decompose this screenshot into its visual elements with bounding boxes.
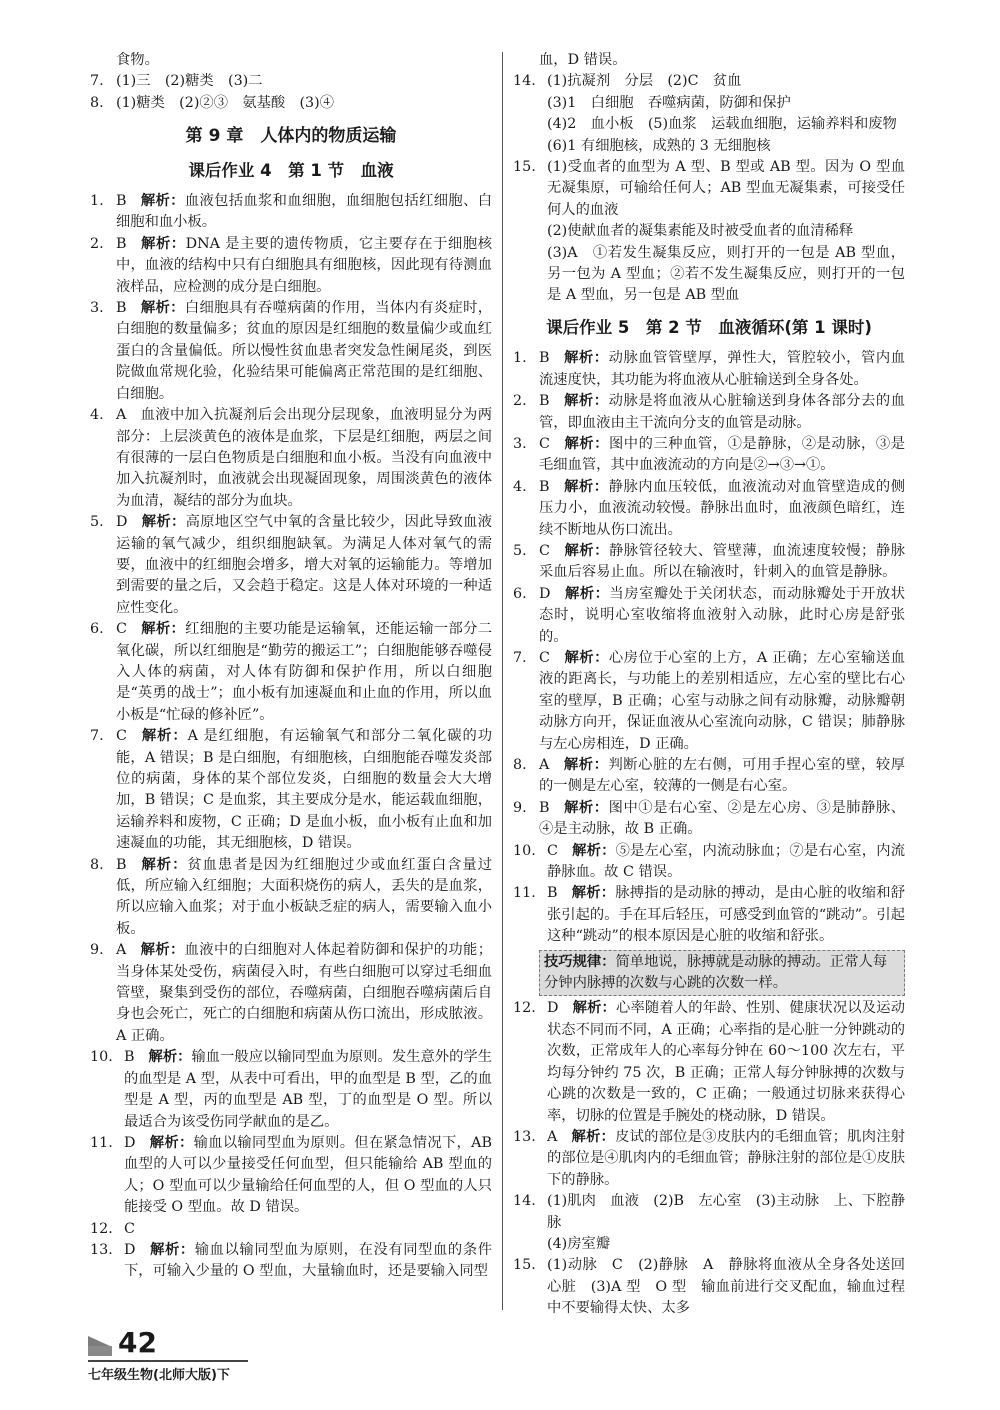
analysis-label: 解析： <box>140 193 185 210</box>
answer-item <box>513 391 905 434</box>
answer-choice: B <box>539 393 550 410</box>
analysis-text: 输血一般应以输同型血为原则。发生意外的学生的血型是 A 型，从表中可看出，甲的血型是 B 型，乙的血型是 A 型，丙的血型是 AB 型，丁的血型是 O 型。所以最适合为该受伤同学献血的是乙。 <box>124 1049 493 1130</box>
analysis-label: 解析： <box>563 478 609 495</box>
question-number: 6. <box>513 585 527 602</box>
answer-body <box>116 191 492 234</box>
answer-body <box>116 726 492 854</box>
answer-body <box>547 998 905 1126</box>
answer-body <box>116 405 492 512</box>
question-number: 15. <box>513 159 536 176</box>
analysis-label: 解析： <box>564 585 610 602</box>
analysis-text: 血液包括血浆和血细胞，血细胞包括红细胞、白细胞和血小板。 <box>116 193 493 231</box>
analysis-label: 解析： <box>148 1049 192 1066</box>
homework-5-answers <box>513 348 905 947</box>
analysis-text: 心房位于心室的上方，A 正确；左心室输送血液的距离长，与功能上的差别相适应，左心室的壁比右心室的壁厚，B 正确；心室与动脉之间有动脉瓣，动脉瓣朝动脉方向开，保证血液从心室流向动脉，C 错误；肺静脉与左心房相连，D 正确。 <box>539 649 905 752</box>
answer-item <box>90 1219 492 1240</box>
answer-item <box>513 1127 905 1191</box>
homework-4-short-answers <box>513 71 905 306</box>
answer-choice: B <box>116 235 127 252</box>
answer-choice: B <box>539 350 550 367</box>
answer-choice: C <box>116 621 127 638</box>
answer-body <box>116 234 492 298</box>
footer-rule <box>88 1360 248 1362</box>
analysis-label: 解析： <box>571 842 616 859</box>
section-title-homework-4: 课后作业 4 第 1 节 血液 <box>188 160 394 180</box>
question-number: 12. <box>90 1220 113 1237</box>
answer-choice: B <box>124 1049 135 1066</box>
question-number: 2. <box>90 235 104 252</box>
answer-item <box>90 298 492 405</box>
answer-body <box>547 883 905 947</box>
answer-choice: B <box>539 478 550 495</box>
answer-item <box>513 157 905 221</box>
question-number: 13. <box>513 1128 536 1145</box>
chapter-title: 第 9 章 人体内的物质运输 <box>185 126 397 147</box>
continuation-line: 血，D 错误。 <box>539 52 627 68</box>
question-number: 1. <box>513 350 527 367</box>
answer-item <box>90 1047 492 1133</box>
answer-item <box>513 648 905 755</box>
analysis-text: 白细胞具有吞噬病菌的作用，当体内有炎症时，白细胞的数量偏多；贫血的原因是红细胞的数量偏少或血红蛋白的含量偏低。所以慢性贫血患者突发急性阑尾炎，到医院做血常规化验，化验结果可能偏离正常范围的是红细胞、白细胞。 <box>116 300 493 402</box>
answer-line: (1)抗凝剂 分层 (2)C 贫血 <box>547 73 742 90</box>
analysis-label: 解析： <box>140 728 188 745</box>
analysis-label: 解析： <box>563 649 609 666</box>
question-number: 11. <box>90 1134 113 1151</box>
page-footer <box>88 1326 258 1386</box>
answer-item <box>513 1191 905 1234</box>
right-column <box>513 50 905 1320</box>
answer-choice: C <box>539 649 550 666</box>
answer-body <box>116 940 492 1047</box>
question-number: 5. <box>513 542 527 559</box>
analysis-label: 解析： <box>563 435 609 452</box>
answer-item <box>90 191 492 234</box>
answer-item <box>90 619 492 726</box>
analysis-label: 解析： <box>140 621 186 638</box>
page-number: 42 <box>118 1326 157 1359</box>
answer-choice: B <box>116 856 127 873</box>
book-icon-base <box>88 1346 112 1356</box>
question-number: 2. <box>513 393 527 410</box>
question-number: 6. <box>90 621 104 638</box>
answer-item <box>90 405 492 512</box>
homework-5-short-answers <box>513 1191 905 1319</box>
analysis-text: 图中的三种血管，①是静脉，②是动脉，③是毛细血管，其中血液流动的方向是②→③→①。 <box>539 435 905 474</box>
answer-choice: D <box>116 514 128 531</box>
analysis-label: 解析： <box>563 350 609 367</box>
answer-choice: B <box>539 799 550 816</box>
analysis-text: 高原地区空气中氧的含量比较少，因此导致血液运输的氧气减少，组织细胞缺氧。为满足人体对氧气的需要，血液中的红细胞会增多，增大对氧的运输能力。等增加到需要的量之后，又会趋于稳定。这是人体对环境的一种适应性变化。 <box>116 514 492 616</box>
answer-body <box>539 755 905 798</box>
answer-choice: C <box>547 842 558 859</box>
analysis-label: 解析： <box>140 300 185 317</box>
analysis-label: 解析： <box>572 1000 617 1017</box>
answer-line: (1)肌肉 血液 (2)B 左心室 (3)主动脉 上、下腔静脉 <box>547 1193 905 1231</box>
answer-item <box>513 541 905 584</box>
analysis-label: 解析： <box>141 514 186 531</box>
question-number: 14. <box>513 73 536 90</box>
answer-choice: B <box>116 193 127 210</box>
answer-item <box>513 434 905 477</box>
analysis-label: 解析： <box>563 393 609 410</box>
answer-choice: D <box>539 585 551 602</box>
answer-body <box>116 855 492 941</box>
answer-choice: C <box>124 1220 135 1237</box>
question-number: 3. <box>513 435 527 452</box>
answer-line: (1)受血者的血型为 A 型、B 型或 AB 型。因为 O 型血无凝集原，可输给任何人；AB 型血无凝集素，可接受任何人的血液 <box>547 159 905 218</box>
answer-choice: C <box>116 728 127 745</box>
answer-item <box>513 1255 905 1319</box>
question-number: 13. <box>90 1241 113 1258</box>
answer-8: 8. (1)糖类 (2)②③ 氨基酸 (3)④ <box>90 94 335 111</box>
analysis-text: 脉搏指的是动脉的搏动，是由心脏的收缩和舒张引起的。手在耳后轻压，可感受到血管的“跳动”。引起这种“跳动”的根本原因是心脏的收缩和舒张。 <box>547 885 906 945</box>
answer-item <box>513 477 905 541</box>
answer-line: (4)房室瓣 <box>547 1235 611 1252</box>
answer-line: (2)使献血者的凝集素能及时被受血者的血清稀释 <box>547 223 854 240</box>
analysis-text: ⑤是左心室，内流动脉血；⑦是右心室，内流静脉血。故 C 错误。 <box>547 842 905 881</box>
answer-choice: D <box>124 1134 136 1151</box>
answer-body <box>539 541 905 584</box>
answer-body <box>116 512 492 619</box>
left-column <box>90 50 492 1283</box>
analysis-text: 心率随着人的年龄、性别、健康状况以及运动状态不同而不同，A 正确；心率指的是心脏一分钟跳动的次数，正常成年人的心率每分钟在 60～100 次左右，平均每分钟约 75 次，B 正确；正常人每分钟脉搏的次数与心跳的次数是一致的，C 正确；一般通过切脉来获得心率，切脉的位置是手腕处的桡动脉，D 错误。 <box>547 1000 906 1124</box>
answer-item <box>90 512 492 619</box>
section-title-homework-5: 课后作业 5 第 2 节 血液循环(第 1 课时) <box>546 317 872 337</box>
analysis-text: 血液中加入抗凝剂后会出现分层现象，血液明显分为两部分：上层淡黄色的液体是血浆，下层是红细胞，两层之间有很薄的一层白色物质是白细胞和血小板。当没有向血液中加入抗凝剂时，血液就会出现凝固现象，周围淡黄色的液体为血清，凝结的部分为血块。 <box>116 407 492 509</box>
question-number: 10. <box>90 1049 113 1066</box>
answer-item <box>513 998 905 1126</box>
analysis-text: 血液中的白细胞对人体起着防御和保护的功能；当身体某处受伤，病菌侵入时，有些白细胞可以穿过毛细血管壁，聚集到受伤的部位，吞噬病菌，白细胞吞噬病菌后自身也会死亡，死亡的白细胞和病菌从伤口流出，形成脓液。A 正确。 <box>116 942 493 1044</box>
analysis-text: 贫血患者是因为红细胞过少或血红蛋白含量过低，所应输入红细胞；大面积烧伤的病人，丢失的是血浆，所以应输入血浆；对于血小板缺乏症的病人，需要输入血小板。 <box>116 856 493 937</box>
answer-body <box>539 391 905 434</box>
book-label: 七年级生物(北师大版)下 <box>88 1368 230 1383</box>
analysis-text: 判断心脏的左右侧，可用手捏心室的壁，较厚的一侧是左心室，较薄的一侧是右心室。 <box>539 757 905 795</box>
analysis-label: 解析： <box>563 757 609 773</box>
analysis-text: 当房室瓣处于关闭状态，而动脉瓣处于开放状态时，说明心室收缩将血液射入动脉，此时心房是舒张的。 <box>539 585 906 645</box>
question-number: 10. <box>513 842 536 859</box>
question-number: 15. <box>513 1257 536 1274</box>
answer-item <box>90 1133 492 1219</box>
answer-item <box>513 348 905 391</box>
question-number: 8. <box>513 757 527 773</box>
tip-box <box>539 950 905 997</box>
answer-item <box>90 234 492 298</box>
answer-item <box>90 855 492 941</box>
question-number: 5. <box>90 514 104 531</box>
question-number: 3. <box>90 300 104 317</box>
analysis-text: 红细胞的主要功能是运输氧，还能运输一部分二氧化碳，所以红细胞是“勤劳的搬运工”；白细胞能够吞噬侵入人体的病菌，对人体有防御和保护作用，所以白细胞是“英勇的战士”；血小板有加速凝血和止血的作用，所以血小板是“忙碌的修补匠”。 <box>116 621 493 723</box>
answer-choice: A <box>547 1128 558 1145</box>
answer-item <box>513 584 905 648</box>
book-icon <box>88 1336 110 1346</box>
analysis-label: 解析： <box>149 1241 195 1258</box>
analysis-text: 图中①是右心室、②是左心房、③是肺静脉、④是主动脉，故 B 正确。 <box>539 799 905 838</box>
analysis-label: 解析： <box>571 1128 616 1145</box>
answer-item <box>513 755 905 798</box>
analysis-label: 解析： <box>149 1134 194 1151</box>
answer-7: 7. (1)三 (2)糖类 (3)二 <box>90 73 263 90</box>
analysis-text: 输血以输同型血为原则，在没有同型血的条件下，可输入少量的 O 型血，大量输血时，还是要输入同型 <box>124 1241 493 1280</box>
answer-line: (3)1 白细胞 吞噬病菌，防御和保护 <box>547 94 791 111</box>
question-number: 8. <box>90 856 104 873</box>
answer-item <box>90 726 492 854</box>
analysis-label: 解析： <box>563 799 609 816</box>
tip-label: 技巧规律： <box>544 953 616 970</box>
analysis-text: A 是红细胞，有运输氧气和部分二氧化碳的功能，A 错误；B 是白细胞，有细胞核，白细胞能吞噬发炎部位的病菌，身体的某个部位发炎，白细胞的数量会大大增加，B 错误；C 是血浆，其主要成分是水，能运载血细胞，运输养料和废物，C 正确；D 是血小板，血小板有止血和加速凝血的功能，其无细胞核，D 错误。 <box>116 728 492 852</box>
answer-item <box>513 798 905 841</box>
analysis-label: 解析： <box>140 856 188 873</box>
question-number: 7. <box>513 649 527 666</box>
analysis-text: 输血以输同型血为原则。但在紧急情况下，AB 血型的人可以少量接受任何血型，但只能输给 AB 型血的人；O 型血可以少量输给任何血型的人，但 O 型血的人只能接受 O 型血。故 D 错误。 <box>124 1134 492 1216</box>
analysis-label: 解析： <box>140 235 186 252</box>
analysis-text: 静脉管径较大、管壁薄，血流速度较慢；静脉采血后容易止血。所以在输液时，针刺入的血管是静脉。 <box>539 542 905 581</box>
answer-body <box>539 348 905 391</box>
question-number: 14. <box>513 1193 536 1210</box>
analysis-text: 动脉是将血液从心脏输送到身体各部分去的血管，即血液由主干流向分支的血管是动脉。 <box>539 393 905 431</box>
answer-body <box>539 648 905 755</box>
analysis-label: 解析： <box>140 942 185 959</box>
answer-choice: D <box>124 1241 136 1258</box>
answer-item <box>513 71 905 92</box>
answer-item <box>513 883 905 947</box>
answer-body <box>116 298 492 405</box>
answer-line: (3)A ①若发生凝集反应，则打开的一包是 AB 型血，另一包为 A 型血；②若不发生凝集反应，则打开的一包是 A 型血，另一包是 AB 型血 <box>547 244 905 304</box>
question-number: 12. <box>513 1000 536 1017</box>
line-food: 食物。 <box>116 52 159 68</box>
answer-choice: C <box>539 435 550 452</box>
answer-choice: D <box>547 1000 559 1017</box>
analysis-text: DNA 是主要的遗传物质，它主要存在于细胞核中，血液的结构中只有白细胞具有细胞核，因此现有待测血液样品，应检测的成分是白细胞。 <box>116 235 493 295</box>
answer-item <box>90 940 492 1047</box>
answer-choice: A <box>116 942 127 959</box>
answer-line: (4)2 血小板 (5)血浆 运载血细胞，运输养料和废物 <box>547 116 897 133</box>
answer-line: (6)1 有细胞核，成熟的 3 无细胞核 <box>547 137 771 154</box>
answer-body <box>539 434 905 477</box>
analysis-label: 解析： <box>571 885 616 902</box>
question-number: 1. <box>90 193 104 210</box>
answer-body <box>124 1240 492 1283</box>
answer-body <box>539 584 905 648</box>
question-number: 4. <box>513 478 527 495</box>
analysis-text: 皮试的部位是③皮肤内的毛细血管；肌肉注射的部位是④肌肉内的毛细血管；静脉注射的部位是①皮肤下的静脉。 <box>547 1128 905 1188</box>
answer-body <box>539 477 905 541</box>
answer-choice: A <box>539 757 550 773</box>
question-number: 11. <box>513 885 536 902</box>
tip-text: 简单地说，脉搏就是动脉的搏动。正常人每分钟内脉搏的次数与心跳的次数一样。 <box>544 953 888 992</box>
answer-choice: C <box>539 542 550 559</box>
answer-choice: A <box>116 407 127 424</box>
question-number: 9. <box>513 799 527 816</box>
answer-choice: B <box>116 300 127 317</box>
answer-body <box>124 1219 492 1240</box>
answer-body <box>539 798 905 841</box>
answer-body <box>547 841 905 884</box>
column-divider <box>502 52 503 1310</box>
question-number: 7. <box>90 728 104 745</box>
answer-item <box>513 841 905 884</box>
answer-line: (1)动脉 C (2)静脉 A 静脉将血液从全身各处送回心脏 (3)A 型 O 型 输血前进行交叉配血，输血过程中不要输得太快、太多 <box>547 1257 905 1317</box>
analysis-text: 静脉内血压较低，血液流动对血管壁造成的侧压力小，血液流动较慢。静脉出血时，血液颜色暗红，连续不断地从伤口流出。 <box>539 478 905 538</box>
question-number: 4. <box>90 407 104 424</box>
analysis-label: 解析： <box>563 542 609 559</box>
answer-body <box>124 1047 492 1133</box>
answer-choice: B <box>547 885 558 902</box>
answer-body <box>547 1127 905 1191</box>
question-number: 9. <box>90 942 104 959</box>
answer-body <box>116 619 492 726</box>
analysis-text: 动脉血管管壁厚，弹性大，管腔较小，管内血流速度快，其功能为将血液从心脏输送到全身各处。 <box>539 350 905 388</box>
answer-body <box>124 1133 492 1219</box>
homework-5-answers-cont <box>513 998 905 1191</box>
answer-item <box>90 1240 492 1283</box>
homework-4-answers <box>90 191 492 1283</box>
